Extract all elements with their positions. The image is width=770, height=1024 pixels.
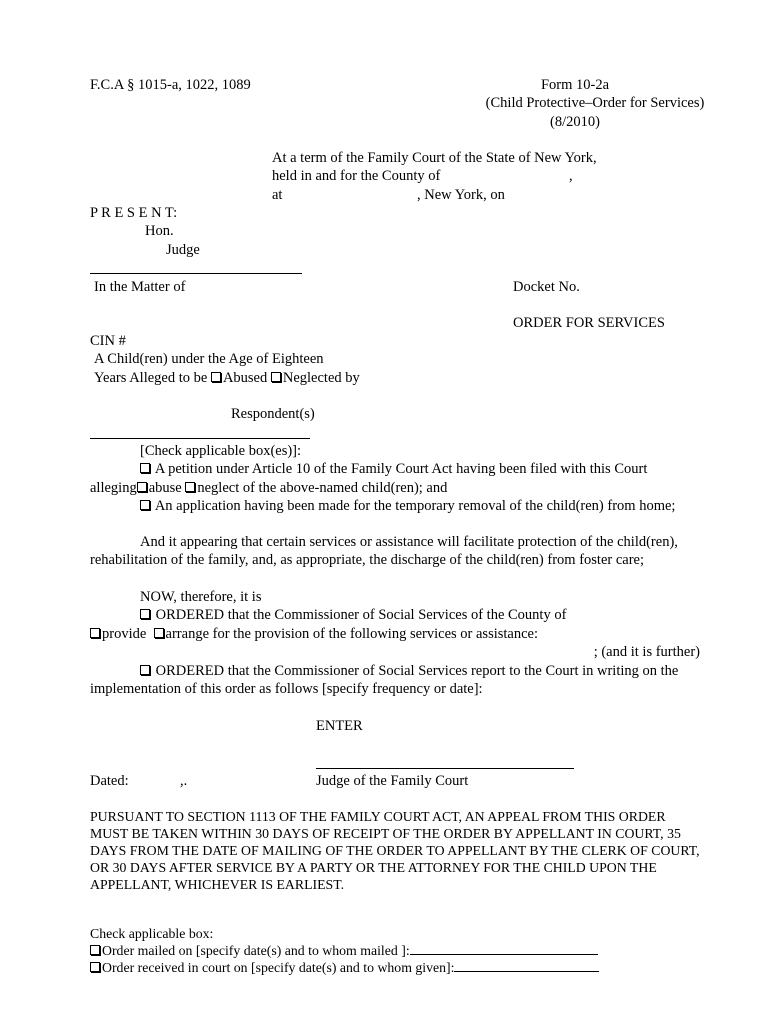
appeal-notice-line-1: PURSUANT TO SECTION 1113 OF THE FAMILY COURT ACT, AN APPEAL FROM THIS ORDER: [90, 809, 666, 824]
docket-number-label: Docket No.: [513, 279, 580, 295]
arrange-text: arrange for the provision of the following services or assistance:: [165, 626, 539, 642]
child-age-line: A Child(ren) under the Age of Eighteen: [94, 351, 324, 367]
neglected-checkbox[interactable]: [271, 372, 281, 382]
neglected-label: Neglected by: [282, 370, 360, 386]
alleged-prefix: Years Alleged to be: [94, 370, 208, 386]
petition-text: A petition under Article 10 of the Family Court Act having been filed with this Court: [154, 461, 648, 477]
order-received-line: [90, 959, 599, 977]
enter-label: ENTER: [316, 718, 363, 734]
form-date: (8/2010): [550, 114, 600, 130]
now-therefore: NOW, therefore, it is: [140, 589, 262, 605]
check-applicable-box-label: Check applicable box:: [90, 926, 214, 941]
ordered-commissioner-checkbox[interactable]: [140, 609, 150, 619]
cin-label: CIN #: [90, 333, 126, 349]
location-at: at: [272, 187, 283, 203]
in-the-matter-of: In the Matter of: [94, 279, 186, 295]
respondents-label: Respondent(s): [231, 406, 315, 422]
judge-label: Judge: [166, 242, 200, 258]
appeal-notice-line-2: MUST BE TAKEN WITHIN 30 DAYS OF RECEIPT OF THE ORDER BY APPELLANT IN COURT, 35: [90, 826, 681, 841]
form-number: Form 10-2a: [540, 77, 610, 93]
neglect-checkbox[interactable]: [185, 482, 195, 492]
county-line-comma: ,: [569, 168, 573, 184]
ordered-report-line: [140, 662, 678, 680]
present-label: P R E S E N T:: [90, 205, 178, 221]
appearing-line-1: And it appearing that certain services or assistance will facilitate protection of the child(ren),: [140, 534, 678, 550]
ordered-commissioner-line: [140, 606, 566, 624]
ordered-report-text: ORDERED that the Commissioner of Social Services report to the Court in writing on the: [155, 663, 679, 679]
county-line: held in and for the County of: [272, 168, 441, 184]
provide-line: [90, 625, 538, 643]
arrange-checkbox[interactable]: [154, 628, 164, 638]
alleging-line: [90, 479, 447, 497]
application-checkbox[interactable]: [140, 500, 150, 510]
order-received-checkbox[interactable]: [90, 962, 100, 972]
order-received-text: Order received in court on [specify date(s) and to whom given]:: [102, 960, 455, 975]
application-text: An application having been made for the temporary removal of the child(ren) from home;: [154, 498, 676, 514]
form-title: (Child Protective–Order for Services): [485, 95, 705, 111]
alleging-label: alleging: [90, 480, 137, 496]
neglect-text: neglect of the above-named child(ren); and: [197, 480, 448, 496]
location-new-york: , New York, on: [417, 187, 505, 203]
dated-separator: ,.: [180, 773, 188, 789]
order-mailed-blank[interactable]: [410, 942, 598, 955]
appeal-notice-line-3: DAYS FROM THE DATE OF MAILING OF THE ORDER TO APPELLANT BY THE CLERK OF COURT,: [90, 843, 700, 858]
statute-citation: F.C.A § 1015-a, 1022, 1089: [90, 77, 251, 93]
provide-checkbox[interactable]: [90, 628, 100, 638]
order-mailed-line: [90, 942, 598, 960]
check-heading: [Check applicable box(es)]:: [140, 443, 302, 459]
abused-checkbox[interactable]: [211, 372, 221, 382]
appearing-line-2: rehabilitation of the family, and, as appropriate, the discharge of the child(ren) from foster care;: [90, 552, 645, 568]
dated-label: Dated:: [90, 773, 129, 789]
court-term-line: At a term of the Family Court of the State of New York,: [272, 150, 597, 166]
petition-checkbox[interactable]: [140, 463, 150, 473]
petition-line: [140, 460, 647, 478]
caption-top-rule: [90, 273, 302, 274]
implementation-line: implementation of this order as follows [specify frequency or date]:: [90, 681, 483, 697]
abused-label: Abused: [222, 370, 268, 386]
order-mailed-checkbox[interactable]: [90, 945, 100, 955]
appeal-notice-line-4: OR 30 DAYS AFTER SERVICE BY A PARTY OR THE ATTORNEY FOR THE CHILD UPON THE: [90, 860, 657, 875]
abuse-checkbox[interactable]: [137, 482, 147, 492]
ordered-commissioner-text: ORDERED that the Commissioner of Social Services of the County of: [155, 607, 567, 623]
provide-label: provide: [102, 626, 147, 642]
appeal-notice-line-5: APPELLANT, WHICHEVER IS EARLIEST.: [90, 877, 345, 892]
order-title: ORDER FOR SERVICES: [513, 315, 665, 331]
ordered-report-checkbox[interactable]: [140, 665, 150, 675]
and-it-is-further: ; (and it is further): [593, 644, 700, 660]
order-mailed-text: Order mailed on [specify date(s) and to whom mailed ]:: [102, 943, 410, 958]
order-received-blank[interactable]: [454, 959, 599, 972]
alleged-line: [94, 369, 360, 387]
application-line: [140, 497, 675, 515]
caption-bottom-rule: [90, 438, 310, 439]
judge-of-family-court-label: Judge of the Family Court: [316, 773, 469, 789]
judge-signature-line: [316, 768, 574, 769]
abuse-label: abuse: [148, 480, 182, 496]
hon-label: Hon.: [145, 223, 174, 239]
